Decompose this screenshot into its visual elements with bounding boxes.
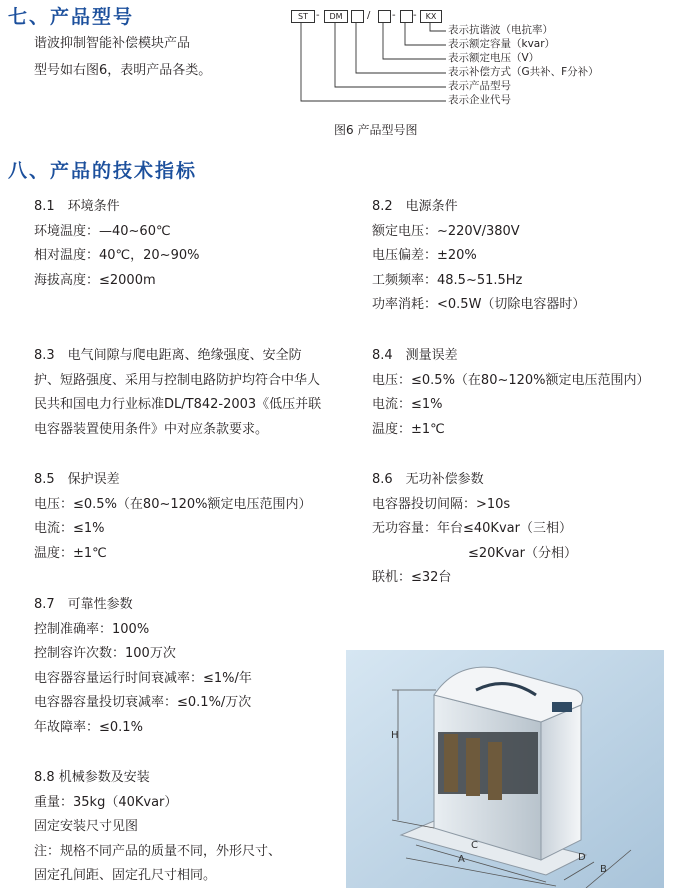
display-panel: [552, 702, 572, 712]
product-photo: [346, 650, 664, 888]
block-line: 8.3 电气间隙与爬电距离、绝缘强度、安全防: [34, 348, 302, 363]
block-line: 电流：≤1%: [34, 521, 105, 536]
section-7-title: 七、产品型号: [8, 6, 135, 28]
block-clearance: [34, 344, 321, 442]
model-sep-5: -: [413, 10, 417, 21]
model-leader-lines: [0, 0, 680, 130]
model-box-st: ST: [291, 10, 315, 23]
block-line: 8.8 机械参数及安装: [34, 770, 150, 785]
model-box-dm: DM: [324, 10, 348, 23]
model-sep-4: -: [392, 10, 396, 21]
model-box-kx: KX: [420, 10, 442, 23]
block-line: 环境温度：—40~60℃: [34, 223, 171, 239]
block-line: 年故障率：≤0.1%: [34, 719, 143, 735]
model-sep-1: -: [316, 10, 320, 21]
block-line: 功率消耗：<0.5W（切除电容器时）: [372, 297, 586, 312]
block-line: 额定电压：~220V/380V: [372, 223, 520, 239]
block-line: 海拔高度：≤2000m: [34, 272, 156, 288]
block-line: 8.6 无功补偿参数: [372, 472, 484, 487]
block-line: 控制容许次数：100万次: [34, 646, 176, 661]
block-protection: [34, 468, 312, 566]
block-line: 8.5 保护误差: [34, 472, 120, 487]
section-8-title: 八、产品的技术指标: [8, 160, 198, 182]
block-line: 相对温度：40℃，20~90%: [34, 248, 200, 263]
block-line: 电容器投切间隔：>10s: [372, 496, 511, 512]
dim-label-h: H: [391, 730, 399, 741]
block-line: 重量：35kg（40Kvar）: [34, 794, 178, 810]
block-line: 电容器容量运行时间衰减率：≤1%/年: [34, 670, 252, 686]
block-line: 联机：≤32台: [372, 570, 452, 585]
coil-3: [488, 742, 502, 800]
block-line: 温度：±1℃: [34, 545, 107, 561]
block-line: ≤20Kvar（分相）: [468, 545, 577, 561]
coil-1: [444, 734, 458, 792]
block-line: 控制准确率：100%: [34, 621, 150, 637]
coil-2: [466, 738, 480, 796]
block-line: 8.2 电源条件: [372, 199, 458, 214]
legend-6: 表示企业代号: [448, 94, 511, 106]
block-measurement: [372, 344, 650, 442]
dim-label-b: B: [600, 864, 607, 875]
legend-4: 表示补偿方式（G共补、F分补）: [448, 66, 599, 78]
block-line: 注：规格不同产品的质量不同，外形尺寸、: [34, 843, 282, 859]
block-line: 工频频率：48.5~51.5Hz: [372, 272, 523, 288]
block-line: 温度：±1℃: [372, 421, 445, 437]
dim-label-a: A: [458, 854, 465, 865]
block-line: 无功容量：年台≤40Kvar（三相）: [372, 521, 572, 536]
block-line: 电容器容量投切衰减率：≤0.1%/万次: [34, 695, 252, 710]
block-line: 电压：≤0.5%（在80~120%额定电压范围内）: [372, 372, 650, 388]
block-power: [372, 195, 585, 318]
block-reliability: [34, 593, 252, 740]
block-mechanical: [34, 766, 281, 889]
legend-2: 表示额定容量（kvar）: [448, 38, 556, 50]
block-line: 8.1 环境条件: [34, 199, 120, 214]
block-line: 民共和国电力行业标准DL/T842-2003《低压并联: [34, 397, 322, 412]
model-sep-3: /: [367, 10, 371, 21]
legend-1: 表示抗谐波（电抗率）: [448, 24, 553, 36]
block-environment: [34, 195, 199, 293]
block-line: 电流：≤1%: [372, 397, 443, 412]
figure-caption: 图6 产品型号图: [334, 123, 418, 137]
block-line: 电容器装置使用条件》中对应条款要求。: [34, 421, 269, 437]
intro-line-2: 型号如右图6，表明产品各类。: [34, 63, 212, 78]
block-line: 固定孔间距、固定孔尺寸相同。: [34, 868, 217, 883]
legend-3: 表示额定电压（V）: [448, 52, 540, 64]
block-line: 护、短路强度、采用与控制电路防护均符合中华人: [34, 372, 321, 388]
block-line: 固定安装尺寸见图: [34, 819, 139, 834]
legend-5: 表示产品型号: [448, 80, 511, 92]
block-line: 8.7 可靠性参数: [34, 597, 133, 612]
dim-label-d: D: [578, 852, 586, 863]
block-line: 电压偏差：±20%: [372, 248, 477, 263]
intro-line-1: 谐波抑制智能补偿模块产品: [34, 36, 191, 51]
block-line: 8.4 测量误差: [372, 348, 458, 363]
block-line: 电压：≤0.5%（在80~120%额定电压范围内）: [34, 496, 312, 512]
cabinet-front: [541, 705, 581, 860]
block-reactive: [372, 468, 577, 591]
dim-label-c: C: [471, 840, 478, 851]
